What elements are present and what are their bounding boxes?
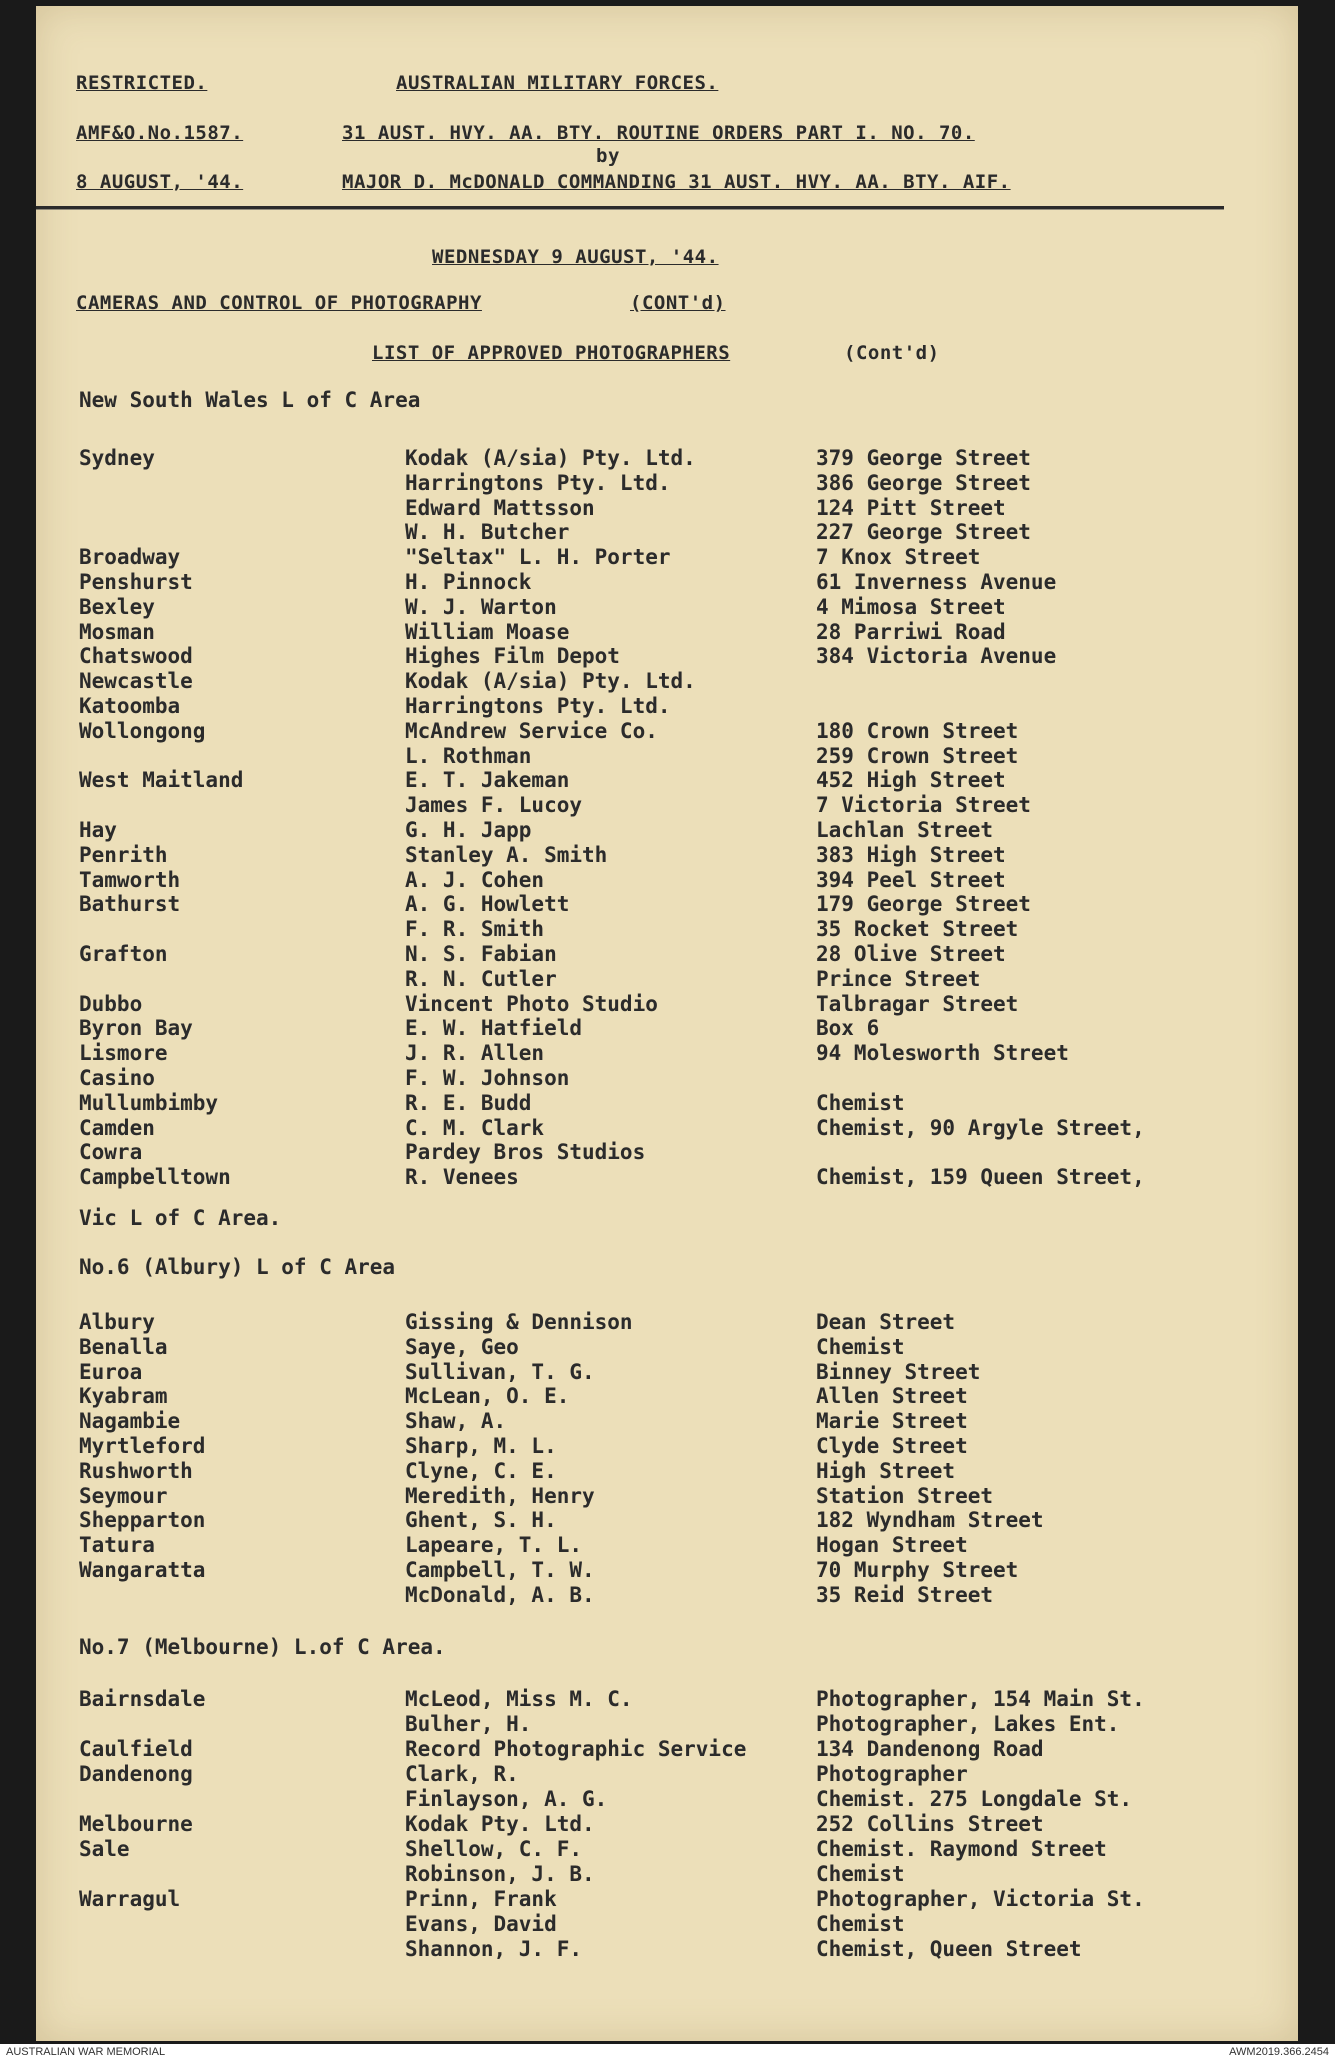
topic-continued: (CONT'd): [630, 292, 726, 314]
row-photographer: Stanley A. Smith: [405, 843, 608, 867]
row-town: Katoomba: [79, 694, 181, 718]
row-address: 386 George Street: [816, 471, 1031, 495]
row-photographer: McLean, O. E.: [405, 1384, 570, 1408]
row-photographer: Harringtons Pty. Ltd.: [405, 471, 671, 495]
row-photographer: R. N. Cutler: [405, 967, 557, 991]
row-photographer: R. Venees: [405, 1165, 519, 1189]
list-row: [36, 1787, 1298, 1812]
list-row: [36, 520, 1298, 545]
row-photographer: Vincent Photo Studio: [405, 992, 658, 1016]
row-town: Kyabram: [79, 1384, 168, 1408]
row-address: Photographer, Victoria St.: [816, 1887, 1145, 1911]
row-photographer: McAndrew Service Co.: [405, 719, 658, 743]
row-address: 394 Peel Street: [816, 868, 1006, 892]
section-title: New South Wales L of C Area: [79, 388, 421, 412]
row-address: 379 George Street: [816, 446, 1031, 470]
row-photographer: F. W. Johnson: [405, 1066, 570, 1090]
list-row: [36, 1310, 1298, 1335]
list-row: [36, 793, 1298, 818]
row-photographer: E. W. Hatfield: [405, 1016, 583, 1040]
row-photographer: J. R. Allen: [405, 1041, 545, 1065]
list-row: [36, 1687, 1298, 1712]
row-photographer: Clyne, C. E.: [405, 1459, 557, 1483]
list-row: [36, 1887, 1298, 1912]
list-row: [36, 471, 1298, 496]
row-town: Caulfield: [79, 1737, 193, 1761]
list-row: [36, 719, 1298, 744]
list-row: [36, 1409, 1298, 1434]
row-photographer: Gissing & Dennison: [405, 1310, 633, 1334]
row-town: Wollongong: [79, 719, 206, 743]
list-row: [36, 744, 1298, 769]
row-address: Clyde Street: [816, 1434, 968, 1458]
row-address: Prince Street: [816, 967, 981, 991]
commanding-officer: MAJOR D. McDONALD COMMANDING 31 AUST. HVY. AA. BTY. AIF.: [342, 171, 1011, 193]
row-town: Benalla: [79, 1335, 168, 1359]
row-address: 7 Victoria Street: [816, 793, 1031, 817]
row-town: Bairnsdale: [79, 1687, 206, 1711]
list-row: [36, 1041, 1298, 1066]
row-address: Box 6: [816, 1016, 880, 1040]
list-row: [36, 992, 1298, 1017]
row-town: Albury: [79, 1310, 155, 1334]
list-row: [36, 1912, 1298, 1937]
list-row: [36, 1066, 1298, 1091]
row-photographer: Lapeare, T. L.: [405, 1533, 583, 1557]
list-row: [36, 768, 1298, 793]
row-photographer: Pardey Bros Studios: [405, 1140, 646, 1164]
row-address: Chemist, 159 Queen Street,: [816, 1165, 1145, 1189]
row-town: Camden: [79, 1116, 155, 1140]
row-photographer: W. H. Butcher: [405, 520, 570, 544]
row-town: Penrith: [79, 843, 168, 867]
list-row: [36, 1862, 1298, 1887]
row-address: 35 Reid Street: [816, 1583, 994, 1607]
row-town: Melbourne: [79, 1812, 193, 1836]
row-photographer: A. G. Howlett: [405, 892, 570, 916]
section-title: No.7 (Melbourne) L.of C Area.: [79, 1635, 446, 1659]
header-divider-shadow: [36, 209, 1224, 210]
row-town: Dubbo: [79, 992, 143, 1016]
list-row: [36, 669, 1298, 694]
row-town: Wangaratta: [79, 1558, 206, 1582]
list-row: [36, 892, 1298, 917]
row-address: Chemist. 275 Longdale St.: [816, 1787, 1133, 1811]
row-photographer: H. Pinnock: [405, 570, 532, 594]
section-title: Vic L of C Area.: [79, 1206, 282, 1230]
row-town: Byron Bay: [79, 1016, 193, 1040]
list-row: [36, 1384, 1298, 1409]
list-row: [36, 446, 1298, 471]
row-photographer: Sullivan, T. G.: [405, 1360, 595, 1384]
row-photographer: F. R. Smith: [405, 917, 545, 941]
list-row: [36, 1091, 1298, 1116]
row-photographer: Kodak (A/sia) Pty. Ltd.: [405, 446, 696, 470]
amf-number: AMF&O.No.1587.: [76, 122, 244, 144]
row-photographer: Prinn, Frank: [405, 1887, 557, 1911]
row-address: 259 Crown Street: [816, 744, 1019, 768]
list-row: [36, 595, 1298, 620]
list-row: [36, 818, 1298, 843]
list-row: [36, 496, 1298, 521]
row-town: Tamworth: [79, 868, 181, 892]
row-address: 94 Molesworth Street: [816, 1041, 1069, 1065]
row-address: Photographer, Lakes Ent.: [816, 1712, 1120, 1736]
row-address: 124 Pitt Street: [816, 496, 1006, 520]
list-row: [36, 644, 1298, 669]
row-photographer: Saye, Geo: [405, 1335, 519, 1359]
list-row: [36, 1712, 1298, 1737]
row-photographer: Record Photographic Service: [405, 1737, 747, 1761]
row-town: Lismore: [79, 1041, 168, 1065]
row-town: Penshurst: [79, 570, 193, 594]
row-address: 452 High Street: [816, 768, 1006, 792]
row-address: Chemist: [816, 1862, 905, 1886]
order-date: 8 AUGUST, '44.: [76, 171, 244, 193]
row-photographer: Campbell, T. W.: [405, 1558, 595, 1582]
restricted-label: RESTRICTED.: [76, 72, 208, 94]
row-town: Grafton: [79, 942, 168, 966]
row-address: 28 Olive Street: [816, 942, 1006, 966]
list-row: [36, 1837, 1298, 1862]
row-address: Allen Street: [816, 1384, 968, 1408]
section-title: No.6 (Albury) L of C Area: [79, 1255, 396, 1279]
list-row: [36, 1484, 1298, 1509]
list-row: [36, 868, 1298, 893]
row-town: Cowra: [79, 1140, 143, 1164]
row-town: West Maitland: [79, 768, 244, 792]
row-address: 252 Collins Street: [816, 1812, 1044, 1836]
list-row: [36, 1508, 1298, 1533]
list-row: [36, 1360, 1298, 1385]
list-row: [36, 545, 1298, 570]
row-address: 134 Dandenong Road: [816, 1737, 1044, 1761]
row-address: 35 Rocket Street: [816, 917, 1019, 941]
list-row: [36, 942, 1298, 967]
row-photographer: James F. Lucoy: [405, 793, 583, 817]
list-row: [36, 917, 1298, 942]
row-town: Sale: [79, 1837, 130, 1861]
list-row: [36, 1558, 1298, 1583]
row-address: 180 Crown Street: [816, 719, 1019, 743]
row-photographer: William Moase: [405, 620, 570, 644]
row-address: Dean Street: [816, 1310, 956, 1334]
list-row: [36, 1762, 1298, 1787]
row-town: Rushworth: [79, 1459, 193, 1483]
row-town: Bathurst: [79, 892, 181, 916]
list-row: [36, 1165, 1298, 1190]
row-address: Photographer: [816, 1762, 968, 1786]
row-photographer: Shaw, A.: [405, 1409, 507, 1433]
row-photographer: E. T. Jakeman: [405, 768, 570, 792]
list-row: [36, 1583, 1298, 1608]
row-address: 384 Victoria Avenue: [816, 644, 1057, 668]
forces-heading: AUSTRALIAN MILITARY FORCES.: [396, 72, 719, 94]
row-town: Casino: [79, 1066, 155, 1090]
row-address: 28 Parriwi Road: [816, 620, 1006, 644]
row-photographer: Shannon, J. F.: [405, 1937, 583, 1961]
row-address: Binney Street: [816, 1360, 981, 1384]
row-address: Chemist: [816, 1091, 905, 1115]
list-row: [36, 1140, 1298, 1165]
row-address: Station Street: [816, 1484, 994, 1508]
row-town: Mosman: [79, 620, 155, 644]
list-row: [36, 1812, 1298, 1837]
row-address: 179 George Street: [816, 892, 1031, 916]
list-row: [36, 1335, 1298, 1360]
row-town: Seymour: [79, 1484, 168, 1508]
row-photographer: Kodak Pty. Ltd.: [405, 1812, 595, 1836]
row-address: High Street: [816, 1459, 956, 1483]
row-photographer: Bulher, H.: [405, 1712, 532, 1736]
list-row: [36, 1116, 1298, 1141]
footer-institution: AUSTRALIAN WAR MEMORIAL: [6, 2046, 166, 2058]
row-photographer: "Seltax" L. H. Porter: [405, 545, 671, 569]
row-town: Sydney: [79, 446, 155, 470]
list-row: [36, 1533, 1298, 1558]
row-photographer: A. J. Cohen: [405, 868, 545, 892]
list-row: [36, 1434, 1298, 1459]
routine-orders-title: 31 AUST. HVY. AA. BTY. ROUTINE ORDERS PART I. NO. 70.: [342, 122, 975, 144]
list-row: [36, 843, 1298, 868]
row-photographer: G. H. Japp: [405, 818, 532, 842]
row-photographer: L. Rothman: [405, 744, 532, 768]
row-address: 61 Inverness Avenue: [816, 570, 1057, 594]
row-address: Chemist, Queen Street: [816, 1937, 1082, 1961]
row-photographer: Harringtons Pty. Ltd.: [405, 694, 671, 718]
row-town: Dandenong: [79, 1762, 193, 1786]
topic-heading: CAMERAS AND CONTROL OF PHOTOGRAPHY: [76, 292, 482, 314]
footer-accession: AWM2019.366.2454: [1229, 2046, 1329, 2058]
list-row: [36, 620, 1298, 645]
row-photographer: Ghent, S. H.: [405, 1508, 557, 1532]
row-town: Myrtleford: [79, 1434, 206, 1458]
day-heading: WEDNESDAY 9 AUGUST, '44.: [432, 246, 719, 268]
list-row: [36, 1937, 1298, 1962]
row-town: Nagambie: [79, 1409, 181, 1433]
row-photographer: Finlayson, A. G.: [405, 1787, 608, 1811]
document-page: [36, 6, 1298, 2041]
row-photographer: Edward Mattsson: [405, 496, 595, 520]
row-town: Broadway: [79, 545, 181, 569]
row-town: Hay: [79, 818, 117, 842]
row-address: 383 High Street: [816, 843, 1006, 867]
list-row: [36, 694, 1298, 719]
row-address: 227 George Street: [816, 520, 1031, 544]
row-photographer: Shellow, C. F.: [405, 1837, 583, 1861]
row-town: Mullumbimby: [79, 1091, 219, 1115]
row-address: 182 Wyndham Street: [816, 1508, 1044, 1532]
row-address: Hogan Street: [816, 1533, 968, 1557]
row-photographer: Kodak (A/sia) Pty. Ltd.: [405, 669, 696, 693]
row-address: Lachlan Street: [816, 818, 994, 842]
row-photographer: Evans, David: [405, 1912, 557, 1936]
row-town: Euroa: [79, 1360, 143, 1384]
row-photographer: McLeod, Miss M. C.: [405, 1687, 633, 1711]
list-row: [36, 1737, 1298, 1762]
row-address: 7 Knox Street: [816, 545, 981, 569]
list-row: [36, 1016, 1298, 1041]
row-address: Chemist. Raymond Street: [816, 1837, 1107, 1861]
row-town: Shepparton: [79, 1508, 206, 1532]
row-town: Campbelltown: [79, 1165, 231, 1189]
row-photographer: R. E. Budd: [405, 1091, 532, 1115]
by-label: by: [596, 145, 620, 167]
list-row: [36, 1459, 1298, 1484]
row-photographer: W. J. Warton: [405, 595, 557, 619]
archive-footer: [0, 2044, 1335, 2061]
row-address: Photographer, 154 Main St.: [816, 1687, 1145, 1711]
list-continued: (Cont'd): [844, 342, 940, 364]
row-address: Talbragar Street: [816, 992, 1019, 1016]
row-town: Newcastle: [79, 669, 193, 693]
row-photographer: C. M. Clark: [405, 1116, 545, 1140]
row-address: 70 Murphy Street: [816, 1558, 1019, 1582]
row-photographer: McDonald, A. B.: [405, 1583, 595, 1607]
row-town: Chatswood: [79, 644, 193, 668]
list-title: LIST OF APPROVED PHOTOGRAPHERS: [372, 342, 731, 364]
row-address: Marie Street: [816, 1409, 968, 1433]
row-address: Chemist: [816, 1335, 905, 1359]
row-town: Tatura: [79, 1533, 155, 1557]
row-town: Warragul: [79, 1887, 181, 1911]
row-photographer: Clark, R.: [405, 1762, 519, 1786]
list-row: [36, 967, 1298, 992]
row-photographer: Robinson, J. B.: [405, 1862, 595, 1886]
row-photographer: Meredith, Henry: [405, 1484, 595, 1508]
row-photographer: Sharp, M. L.: [405, 1434, 557, 1458]
row-address: 4 Mimosa Street: [816, 595, 1006, 619]
row-photographer: Highes Film Depot: [405, 644, 620, 668]
list-row: [36, 570, 1298, 595]
row-town: Bexley: [79, 595, 155, 619]
row-address: Chemist, 90 Argyle Street,: [816, 1116, 1145, 1140]
row-address: Chemist: [816, 1912, 905, 1936]
row-photographer: N. S. Fabian: [405, 942, 557, 966]
